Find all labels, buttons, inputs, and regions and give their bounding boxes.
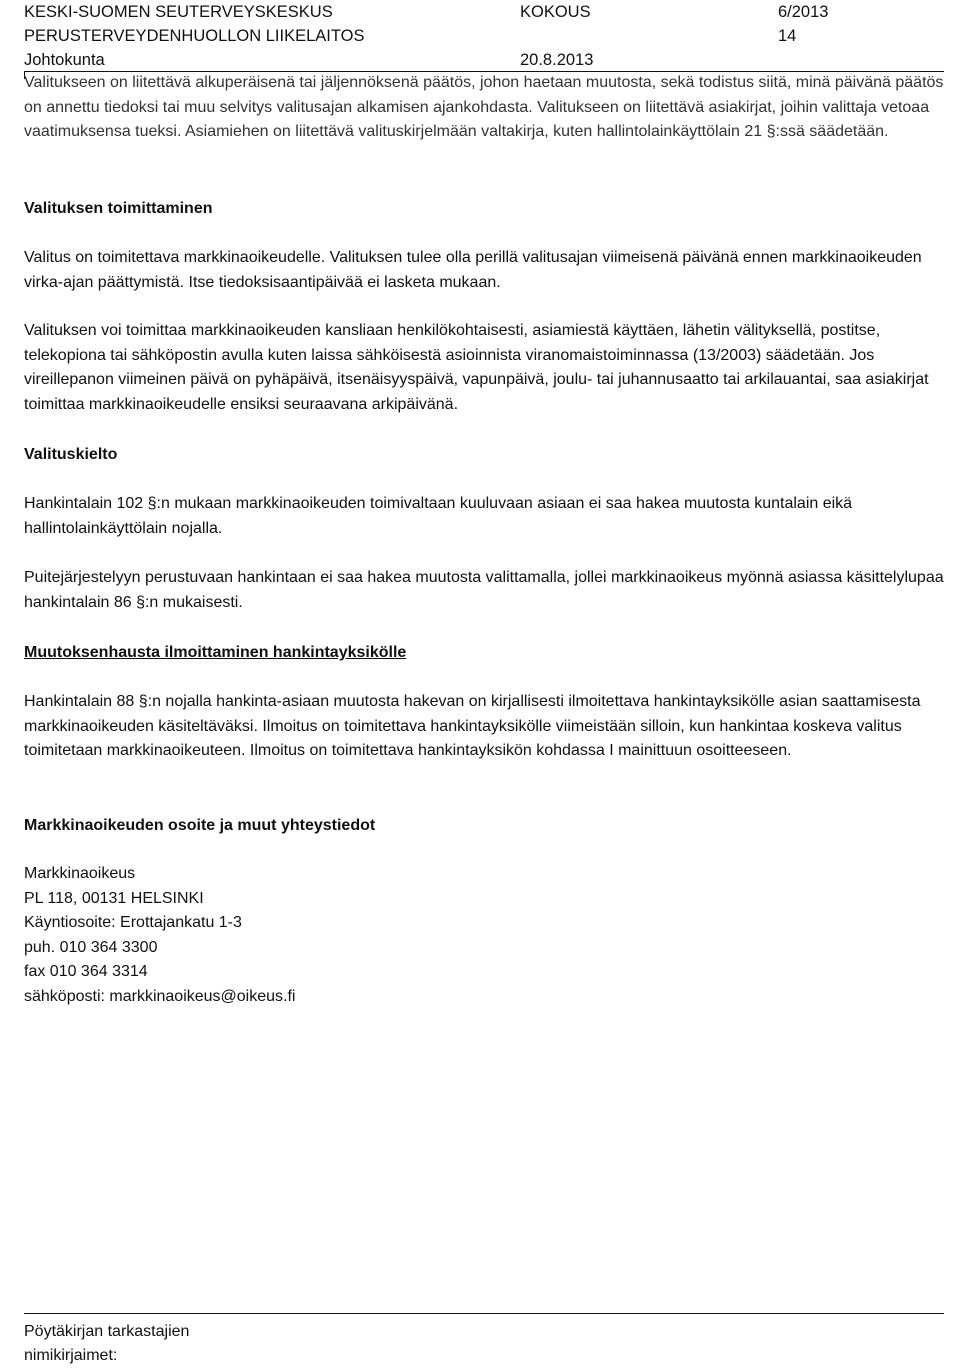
ban-paragraph-1: Hankintalain 102 §:n mukaan markkinaoikeuden toimivaltaan kuuluvaan asiaan ei saa hakea muutosta kuntalain eikä hallintolainkäyttölain nojalla.: [24, 495, 853, 537]
contact-line: Markkinaoikeus: [24, 865, 136, 882]
notice-paragraph: Hankintalain 88 §:n nojalla hankinta-asiaan muutosta hakevan on kirjallisesti ilmoitettava hankintayksikölle asian saattamisesta markkinaoikeuden käsiteltäväksi. Ilmoitus on toimitettava hankintayksikölle viimeistään silloin, kun hankintaa koskeva valitus toimitetaan markkinaoikeuteen. Ilmoitus on toimitettava hankintayksikön kohdassa I mainittuun osoitteeseen.: [24, 693, 921, 759]
intro-paragraph: Valitukseen on liitettävä alkuperäisenä tai jäljennöksenä päätös, johon haetaan muutosta, sekä todistus siitä, minä päivänä päätös on annettu tiedoksi tai muu selvitys valitusajan alkamisen ajankohdasta. Valitukseen on liitettävä asiakirjat, joihin valittaja vetoaa vaatimuksensa tueksi. Asiamiehen on liitettävä valituskirjelmään valtakirja, kuten hallintolainkäyttölain 21 §:ssä säädetään.: [24, 74, 944, 140]
page-number: 14: [778, 27, 797, 45]
org-unit: PERUSTERVEYDENHUOLLON LIIKELAITOS: [24, 27, 365, 45]
delivery-paragraph-2: Valituksen voi toimittaa markkinaoikeuden kansliaan henkilökohtaisesti, asiamiestä käyttäen, lähetin välityksellä, postitse, telekopiona tai sähköpostin avulla kuten laissa sähköisestä asioinnista viranomaistoiminnassa (13/2003) säädetään. Jos vireillepanon viimeinen päivä on pyhäpäivä, itsenäisyyspäivä, vapunpäivä, joulu- tai juhannusaatto tai arkilauantai, saa asiakirjat toimittaa markkinaoikeudelle ensiksi seuraavana arkipäivänä.: [24, 322, 929, 413]
meeting-number: 6/2013: [778, 3, 829, 21]
contact-line: Käyntiosoite: Erottajankatu 1-3: [24, 914, 242, 932]
meeting-date: 20.8.2013: [520, 51, 594, 69]
heading-contact: Markkinaoikeuden osoite ja muut yhteystiedot: [24, 817, 376, 834]
footer-label-2: nimikirjaimet:: [24, 1347, 118, 1364]
org-name: KESKI-SUOMEN SEUTERVEYSKESKUS: [24, 3, 333, 21]
contact-line: PL 118, 00131 HELSINKI: [24, 889, 204, 907]
footer-rule: [24, 1313, 944, 1314]
contact-email-line: sähköposti: markkinaoikeus@oikeus.fi: [24, 987, 296, 1005]
contact-line: fax 010 364 3314: [24, 963, 148, 981]
footer-initials: [24, 1320, 189, 1368]
org-body: Johtokunta: [24, 51, 105, 69]
heading-notice: Muutoksenhausta ilmoittaminen hankintayksikölle: [24, 644, 407, 661]
ban-paragraph-2: Puitejärjestelyyn perustuvaan hankintaan ei saa hakea muutosta valittamalla, jollei markkinaoikeus myönnä asiassa käsittelylupaa hankintalain 86 §:n mukaisesti.: [24, 569, 944, 611]
heading-ban: Valituskielto: [24, 446, 118, 463]
delivery-paragraph-1: Valitus on toimitettava markkinaoikeudelle. Valituksen tulee olla perillä valitusajan viimeisenä päivänä ennen markkinaoikeuden virka-ajan päättymistä. Itse tiedoksisaantipäivää ei lasketa mukaan.: [24, 249, 922, 291]
contact-address: [24, 862, 295, 1010]
doc-type: KOKOUS: [520, 3, 591, 21]
contact-line: puh. 010 364 3300: [24, 938, 158, 956]
footer-label-1: Pöytäkirjan tarkastajien: [24, 1323, 190, 1340]
heading-delivery: Valituksen toimittaminen: [24, 200, 213, 217]
